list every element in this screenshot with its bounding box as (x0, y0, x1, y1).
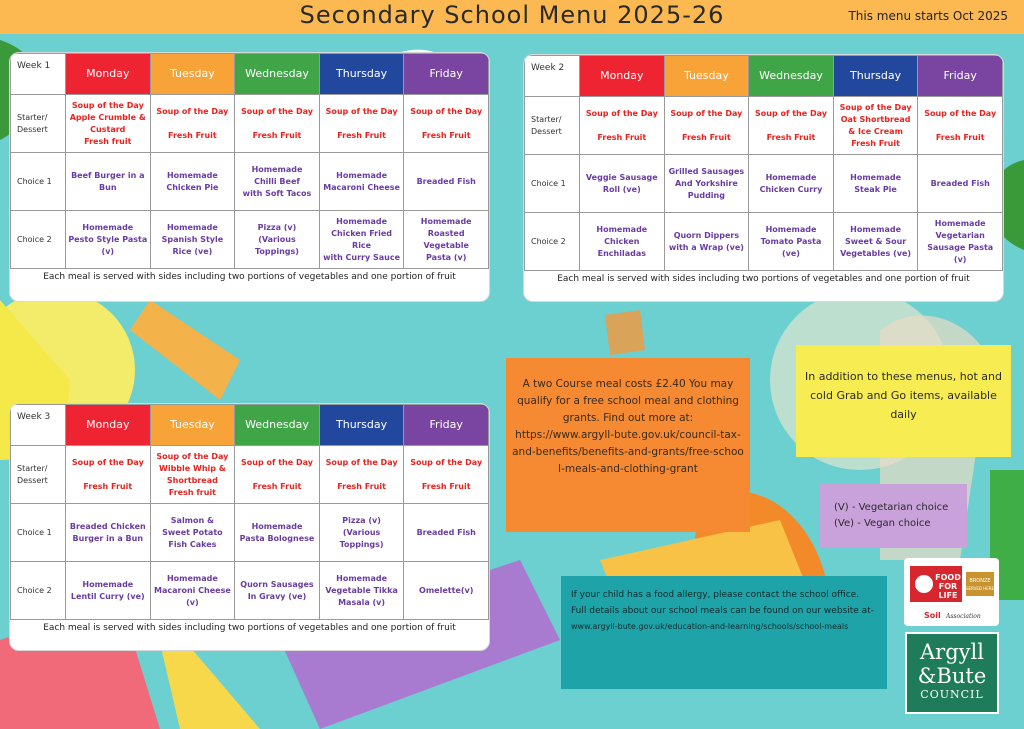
row-label: Starter/ Dessert (11, 446, 66, 504)
meal-text: (v) (101, 246, 115, 256)
meal-cell-mon (580, 213, 665, 271)
menu-row-choice2 (525, 213, 1003, 271)
vegetarian-key: (V) - Vegetarian choice (834, 502, 949, 513)
meal-text: (v) (953, 254, 967, 264)
meal-text: (Various (342, 527, 381, 537)
meal-text: Soup of the Day (156, 106, 229, 116)
council-name-3: COUNCIL (920, 688, 984, 701)
meal-text: Pizza (v) (342, 515, 381, 525)
meal-text (920, 120, 1000, 132)
menu-row-choice2 (11, 562, 489, 620)
free-meals-link[interactable]: https://www.argyll-bute.gov.uk/council-tax-and-benefits/benefits-and-grants/free-school-meals-and-clothing-grant (512, 429, 744, 475)
day-header-wednesday: Wednesday (235, 405, 320, 446)
day-header-tuesday: Tuesday (150, 54, 235, 95)
meal-text (237, 118, 317, 130)
meal-text: Soup of the Day (839, 102, 912, 112)
meal-text: Homemade (82, 579, 134, 589)
meal-text: Homemade (82, 222, 134, 232)
grab-and-go-note: In addition to these menus, hot and cold Grab and Go items, available daily (796, 345, 1011, 457)
council-name-1: Argyll (920, 640, 984, 664)
meal-cell-tue (150, 153, 235, 211)
meal-cell-tue (150, 211, 235, 269)
day-header-monday: Monday (66, 54, 151, 95)
meal-text (322, 118, 402, 130)
meal-text: (ve) (782, 248, 800, 258)
meal-cell-wed (235, 504, 320, 562)
meal-text: Sausage Pasta (927, 242, 994, 252)
meal-text: Spanish Style (161, 234, 224, 244)
meal-text: Roll (ve) (602, 184, 641, 194)
meal-cell-thu (319, 504, 404, 562)
menu-start-date: This menu starts Oct 2025 (848, 9, 1008, 23)
meal-cost-info (506, 358, 750, 532)
meal-text: Fresh Fruit (168, 130, 217, 140)
meal-text: Toppings) (339, 539, 384, 549)
meal-text: Fresh Fruit (766, 132, 816, 142)
vegan-key: (Ve) - Vegan choice (834, 518, 931, 529)
meal-cell-tue (664, 97, 749, 155)
dietary-key (820, 484, 967, 548)
meal-cell-tue (150, 504, 235, 562)
svg-text:Soil: Soil (924, 611, 941, 620)
week-3-menu (9, 403, 490, 651)
meal-cell-mon (66, 153, 151, 211)
meal-text: Soup of the Day (156, 451, 229, 461)
meal-cell-thu (319, 95, 404, 153)
meal-text: Homemade (336, 573, 387, 583)
meal-text: Sweet Potato (162, 527, 223, 537)
meal-text: Breaded Fish (416, 527, 476, 537)
row-label: Starter/ Dessert (525, 97, 580, 155)
row-label: Choice 1 (11, 504, 66, 562)
meal-cell-mon (66, 211, 151, 269)
meal-cell-mon (66, 95, 151, 153)
allergy-text: If your child has a food allergy, please contact the school office. (571, 590, 860, 600)
meal-text: Homemade (336, 216, 387, 226)
meal-cell-thu (319, 562, 404, 620)
meal-text: with Soft Tacos (242, 188, 312, 198)
meal-text: Toppings) (255, 246, 299, 256)
meal-text: Soup of the Day (71, 100, 144, 110)
meal-text: Fresh Fruit (421, 481, 471, 491)
meal-text: (v) (186, 597, 199, 607)
meal-text: Lentil Curry (ve) (70, 591, 145, 601)
meal-text: Omelette(v) (419, 585, 474, 595)
meal-cell-tue (664, 155, 749, 213)
meal-text: Soup of the Day (71, 457, 144, 467)
menu-row-choice1 (11, 504, 489, 562)
meal-text: And Yorkshire (674, 178, 738, 188)
week-label: Week 2 (525, 56, 580, 97)
meal-text (237, 469, 317, 481)
meal-cell-wed (235, 153, 320, 211)
day-header-thursday: Thursday (319, 405, 404, 446)
meal-text: Soup of the Day (410, 106, 483, 116)
meal-cell-fri (404, 153, 489, 211)
meal-text: Apple Crumble & (69, 112, 146, 122)
row-label: Starter/ Dessert (11, 95, 66, 153)
meal-text: Chicken Pie (166, 182, 219, 192)
meal-text: Homemade (934, 218, 986, 228)
meal-text: with a Wrap (ve) (668, 242, 744, 252)
meal-text: Fresh fruit (84, 136, 132, 146)
meal-text: Pasta Bolognese (239, 533, 315, 543)
meal-text: Chicken Fried Rice (331, 228, 392, 250)
menu-row-starter (11, 446, 489, 504)
meal-cell-fri (918, 97, 1003, 155)
week-label: Week 1 (11, 54, 66, 95)
row-label: Choice 2 (11, 562, 66, 620)
meal-cell-thu (833, 213, 918, 271)
meal-cell-wed (749, 213, 834, 271)
meal-text: Vegetables (ve) (840, 248, 912, 258)
meal-cell-fri (918, 213, 1003, 271)
meal-text: Fresh Fruit (597, 132, 647, 142)
meal-text: Homemade (166, 170, 218, 180)
allergy-info (561, 576, 887, 689)
meal-text: Breaded Fish (416, 176, 476, 186)
meal-cell-fri (404, 95, 489, 153)
svg-text:BRONZE: BRONZE (969, 578, 991, 584)
svg-text:FOOD: FOOD (935, 573, 961, 582)
meal-text (751, 120, 831, 132)
meal-text: In Gravy (ve) (247, 591, 307, 601)
meal-text (68, 469, 148, 481)
meal-cell-thu (833, 97, 918, 155)
meal-text: Homemade (166, 573, 218, 583)
row-label: Choice 2 (525, 213, 580, 271)
meal-text: Homemade (166, 222, 218, 232)
meal-text: Vegetable Tikka (325, 585, 398, 595)
meal-text: Fresh fruit (168, 487, 217, 497)
day-header-wednesday: Wednesday (749, 56, 834, 97)
meal-text (406, 469, 486, 481)
meal-cell-wed (235, 211, 320, 269)
meal-text: Sweet & Sour (844, 236, 907, 246)
meal-text: Fresh Fruit (935, 132, 985, 142)
meal-text (153, 118, 233, 130)
meal-cell-fri (404, 446, 489, 504)
meal-text: Enchiladas (597, 248, 646, 258)
week-2-menu (523, 54, 1004, 302)
meal-cell-fri (404, 211, 489, 269)
sides-note: Each meal is served with sides including two portions of vegetables and one portion of fruit (43, 272, 456, 282)
meal-text: Beef Burger in a (71, 170, 145, 180)
meal-text: Soup of the Day (585, 108, 658, 118)
day-header-thursday: Thursday (833, 56, 918, 97)
food-for-life-logo (904, 558, 999, 626)
meal-cell-wed (749, 97, 834, 155)
meal-text (406, 118, 486, 130)
menu-table (524, 55, 1003, 271)
page-title: Secondary School Menu 2025-26 (299, 1, 725, 29)
svg-text:SERVED HERE: SERVED HERE (965, 586, 995, 591)
meal-text: Custard (90, 124, 126, 134)
meal-text: with Curry Sauce (323, 252, 401, 262)
menu-row-starter (525, 97, 1003, 155)
sides-note: Each meal is served with sides including two portions of vegetables and one portion of fruit (43, 623, 456, 633)
meal-text: Chilli Beef (254, 176, 300, 186)
day-header-tuesday: Tuesday (150, 405, 235, 446)
meal-text: Fresh Fruit (252, 130, 302, 140)
meal-text: Homemade (251, 521, 303, 531)
meal-cell-thu (319, 153, 404, 211)
website-text: Full details about our school meals can be found on our website at- (571, 606, 874, 616)
week-label: Week 3 (11, 405, 66, 446)
meal-text: Vegetarian (935, 230, 985, 240)
meal-text: Fresh Fruit (337, 130, 386, 140)
day-header-monday: Monday (66, 405, 151, 446)
meal-text: Salmon & (170, 515, 214, 525)
meal-cell-thu (319, 211, 404, 269)
day-header-thursday: Thursday (319, 54, 404, 95)
day-header-friday: Friday (404, 54, 489, 95)
meal-text: Veggie Sausage (585, 172, 658, 182)
svg-text:FOR: FOR (938, 582, 958, 591)
meal-text: Wibble Whip & (159, 463, 226, 473)
meal-cell-tue (150, 562, 235, 620)
meal-cell-fri (404, 504, 489, 562)
school-meals-link[interactable]: www.argyll-bute.gov.uk/education-and-learning/schools/school-meals (571, 622, 849, 631)
meal-text: Fish Cakes (168, 539, 217, 549)
meal-text: (Various (258, 234, 296, 244)
meal-cell-thu (833, 155, 918, 213)
meal-cell-mon (580, 155, 665, 213)
argyll-bute-council-logo (905, 632, 999, 714)
meal-text: Homemade (336, 170, 387, 180)
meal-text: Grilled Sausages (668, 166, 745, 176)
meal-text (667, 120, 747, 132)
menu-row-starter (11, 95, 489, 153)
day-header-tuesday: Tuesday (664, 56, 749, 97)
meal-text: & Ice Cream (848, 126, 903, 136)
meal-text: Tomato Pasta (760, 236, 822, 246)
meal-text: Masala (v) (338, 597, 386, 607)
meal-text: Soup of the Day (325, 106, 398, 116)
meal-text: Breaded Fish (930, 178, 990, 188)
meal-text: Fresh Fruit (421, 130, 471, 140)
meal-text: Steak Pie (854, 184, 897, 194)
meal-text: Soup of the Day (755, 108, 827, 118)
meal-text: Soup of the Day (241, 457, 313, 467)
meal-text: Burger in a Bun (72, 533, 144, 543)
meal-cell-tue (664, 213, 749, 271)
meal-cost-text: A two Course meal costs £2.40 You may qualify for a free school meal and clothing grants. Find out more at: (517, 378, 739, 424)
meal-text: Soup of the Day (325, 457, 398, 467)
meal-text: Shortbread (166, 475, 218, 485)
meal-text: Pudding (687, 190, 725, 200)
day-header-wednesday: Wednesday (235, 54, 320, 95)
meal-text: Roasted (427, 228, 465, 238)
meal-text: Vegetable (423, 240, 469, 250)
meal-text: Homemade (596, 224, 648, 234)
meal-cell-fri (918, 155, 1003, 213)
row-label: Choice 1 (11, 153, 66, 211)
meal-text: Bun (99, 182, 117, 192)
food-for-life-logo-icon (904, 558, 999, 626)
meal-text: Rice (ve) (172, 246, 213, 256)
meal-cell-tue (150, 446, 235, 504)
meal-cell-wed (749, 155, 834, 213)
sides-note: Each meal is served with sides including two portions of vegetables and one portion of fruit (557, 274, 970, 284)
meal-cell-fri (404, 562, 489, 620)
menu-row-choice1 (11, 153, 489, 211)
meal-text: Quorn Sausages (240, 579, 314, 589)
menu-table (10, 53, 489, 269)
meal-cell-wed (235, 95, 320, 153)
meal-text: Fresh Fruit (252, 481, 302, 491)
meal-cell-wed (235, 446, 320, 504)
meal-cell-thu (319, 446, 404, 504)
meal-text: Homemade (765, 224, 817, 234)
meal-text: Homemade (251, 164, 303, 174)
svg-text:LIFE: LIFE (938, 591, 958, 600)
menu-table (10, 404, 489, 620)
meal-text: Soup of the Day (410, 457, 483, 467)
meal-cell-mon (66, 446, 151, 504)
meal-text: Oat Shortbread (840, 114, 911, 124)
meal-text: Soup of the Day (924, 108, 997, 118)
meal-text: Macaroni Cheese (323, 182, 400, 192)
day-header-friday: Friday (918, 56, 1003, 97)
meal-text: Pizza (v) (257, 222, 297, 232)
meal-text: Homemade (850, 224, 901, 234)
meal-text: Homemade (765, 172, 817, 182)
menu-row-choice1 (525, 155, 1003, 213)
meal-text: Pasta (v) (426, 252, 467, 262)
row-label: Choice 1 (525, 155, 580, 213)
meal-text: Homemade (420, 216, 472, 226)
meal-text: Fresh Fruit (851, 138, 900, 148)
council-name-2: &Bute (917, 664, 987, 688)
meal-text: Pesto Style Pasta (68, 234, 148, 244)
meal-text: Chicken Curry (759, 184, 823, 194)
week-1-menu (9, 52, 490, 302)
meal-text: Quorn Dippers (673, 230, 740, 240)
meal-text: Homemade (850, 172, 901, 182)
meal-text: Macaroni Cheese (154, 585, 231, 595)
meal-text: Breaded Chicken (69, 521, 146, 531)
meal-cell-mon (66, 504, 151, 562)
meal-cell-tue (150, 95, 235, 153)
day-header-monday: Monday (580, 56, 665, 97)
meal-text: Soup of the Day (670, 108, 743, 118)
svg-text:Association: Association (946, 613, 981, 620)
meal-cell-mon (66, 562, 151, 620)
meal-text: Fresh Fruit (83, 481, 133, 491)
meal-text: Fresh Fruit (337, 481, 386, 491)
meal-text (322, 469, 402, 481)
day-header-friday: Friday (404, 405, 489, 446)
header-bar (0, 0, 1024, 34)
meal-text (582, 120, 662, 132)
menu-row-choice2 (11, 211, 489, 269)
row-label: Choice 2 (11, 211, 66, 269)
meal-text: Soup of the Day (241, 106, 313, 116)
meal-cell-wed (235, 562, 320, 620)
meal-cell-mon (580, 97, 665, 155)
meal-text: Chicken (604, 236, 640, 246)
meal-text: Fresh Fruit (682, 132, 731, 142)
